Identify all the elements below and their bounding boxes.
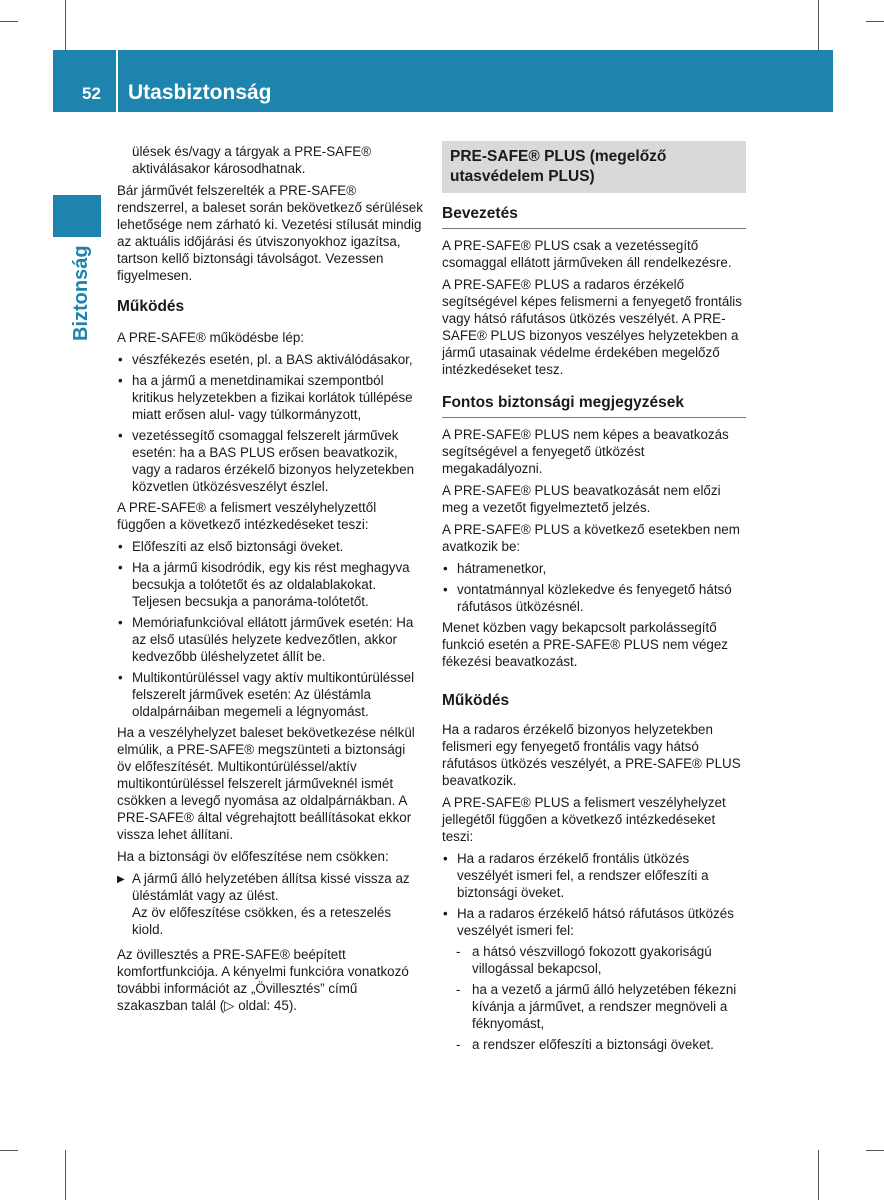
action-text: ▶ A jármű álló helyzetében állítsa kissé vissza az üléstámlát vagy az ülést.: [132, 871, 410, 903]
list-item: • Előfeszíti az első biztonsági öveket.: [117, 538, 423, 555]
warning-continuation: ülések és/vagy a tárgyak a PRE-SAFE® aktiválásakor károsodhatnak.: [132, 144, 372, 176]
list-item: • ha a jármű a menetdinamikai szempontból kritikus helyzetekben a fizikai korlátok túllépése miatt erősen alul- vagy túlkormányzott,: [117, 372, 423, 423]
crop-mark: [866, 1150, 884, 1151]
paragraph: A PRE-SAFE® PLUS a következő esetekben nem avatkozik be:: [442, 522, 740, 554]
action-step: [117, 870, 423, 938]
list-item: • vészfékezés esetén, pl. a BAS aktiválódásakor,: [117, 351, 423, 368]
list-item: • Ha a radaros érzékelő hátsó ráfutásos ütközés veszélyét ismeri fel:: [442, 905, 746, 939]
paragraph: Ha a biztonsági öv előfeszítése nem csökken:: [117, 849, 389, 864]
paragraph: A PRE-SAFE® PLUS csak a vezetéssegítő csomaggal ellátott járműveken áll rendelkezésre.: [442, 238, 732, 270]
paragraph: A PRE-SAFE® PLUS nem képes a beavatkozás segítségével a fenyegető ütközést megakadályozni.: [442, 427, 729, 476]
crop-mark: [818, 0, 819, 50]
list-item: • vezetéssegítő csomaggal felszerelt járművek esetén: ha a BAS PLUS erősen beavatkozik, vagy a radaros érzékelő bizonyos helyzetekben közvetlen ütközésveszélyt észlel.: [117, 427, 423, 495]
crop-mark: [65, 1150, 66, 1200]
right-column: [442, 141, 746, 1057]
list-item: • Memóriafunkcióval ellátott járművek esetén: Ha az első utasülés helyzete kedvezőtlen, akkor kedvezőbb üléshelyzetet állít be.: [117, 614, 423, 665]
paragraph: A PRE-SAFE® működésbe lép:: [117, 330, 305, 345]
section-heading-mukodes-right: Működés: [442, 692, 510, 709]
side-tab-label: Biztonság: [70, 245, 92, 341]
paragraph: Az övillesztés a PRE-SAFE® beépített komfortfunkciója. A kényelmi funkcióra vonatkozó további információt az „Övillesztés” című szakaszban talál (▷ oldal: 45).: [117, 947, 409, 1013]
section-heading-mukodes: Működés: [117, 298, 185, 315]
crop-mark: [866, 21, 884, 22]
paragraph: Ha a veszélyhelyzet baleset bekövetkezése nélkül elmúlik, a PRE-SAFE® megszünteti a biztonsági öv előfeszítését. Multikontúrüléssel/aktív multikontúrüléssel felszerelt járműveknél ismét csökken a levegő nyomása az oldalpárnákban. A PRE-SAFE® által végrehajtott beállításokat ekkor vissza lehet állítani.: [117, 725, 415, 842]
section-heading-biztonsagi: Fontos biztonsági megjegyzések: [442, 394, 746, 418]
paragraph: A PRE-SAFE® PLUS a radaros érzékelő segítségével képes felismerni a fenyegető frontális vagy hátsó ráfutásos ütközés veszélyét. A PRE-SAFE® PLUS bizonyos veszélyes helyzetekben a jármű utasainak védelme érdekében megelőző intézkedéseket tesz.: [442, 277, 742, 377]
list-item: • vontatmánnyal közlekedve és fenyegető hátsó ráfutásos ütközésnél.: [442, 581, 746, 615]
warning-text: Bár járművét felszerelték a PRE-SAFE® rendszerrel, a baleset során bekövetkező sérülések lehetősége nem zárható ki. Vezetési stílusát mindig az aktuális időjárási és útviszonyokhoz igazítsa, tartson kellő biztonsági távolságot. Vezessen figyelmesen.: [117, 183, 423, 283]
side-tab-marker: [53, 195, 101, 237]
list-item: • Multikontúrüléssel vagy aktív multikontúrüléssel felszerelt járművek esetén: Az üléstámla oldalpárnáiban megemeli a légnyomást.: [117, 669, 423, 720]
action-result: Az öv előfeszítése csökken, és a reteszelés kiold.: [132, 905, 392, 937]
list-item: • Ha a jármű kisodródik, egy kis rést meghagyva becsukja a tolótetőt és az oldalablakokat. Teljesen becsukja a panoráma-tolótetőt.: [117, 559, 423, 610]
sub-list-item: - a rendszer előfeszíti a biztonsági öveket.: [442, 1036, 746, 1053]
section-heading-bevezetes: Bevezetés: [442, 205, 746, 229]
list-item: • Ha a radaros érzékelő frontális ütközés veszélyét ismeri fel, a rendszer előfeszíti a biztonsági öveket.: [442, 850, 746, 901]
crop-mark: [818, 1150, 819, 1200]
left-column: [117, 143, 423, 1019]
page-title: Utasbiztonság: [128, 81, 272, 104]
paragraph: A PRE-SAFE® PLUS a felismert veszélyhelyzet jellegétől függően a következő intézkedéseket teszi:: [442, 795, 726, 844]
paragraph: Ha a radaros érzékelő bizonyos helyzetekben felismeri egy fenyegető frontális vagy hátsó ráfutásos ütközés veszélyét, a PRE-SAFE® PLUS beavatkozik.: [442, 722, 741, 788]
crop-mark: [65, 0, 66, 50]
shaded-section-title: PRE-SAFE® PLUS (megelőző utasvédelem PLUS): [442, 141, 746, 193]
list-item: • hátramenetkor,: [442, 560, 746, 577]
paragraph: A PRE-SAFE® PLUS beavatkozását nem előzi meg a vezetőt figyelmeztető jelzés.: [442, 483, 721, 515]
paragraph: A PRE-SAFE® a felismert veszélyhelyzettől függően a következő intézkedéseket teszi:: [117, 500, 377, 532]
paragraph: Menet közben vagy bekapcsolt parkolássegítő funkció esetén a PRE-SAFE® PLUS nem végez fékezési beavatkozást.: [442, 620, 728, 669]
crop-mark: [0, 21, 18, 22]
sub-list-item: - ha a vezető a jármű álló helyzetében fékezni kívánja a járművet, a rendszer megnöveli a féknyomást,: [442, 981, 746, 1032]
sub-list-item: - a hátsó vészvillogó fokozott gyakoriságú villogással bekapcsol,: [442, 943, 746, 977]
header-separator: [116, 50, 118, 112]
page-number: 52: [82, 84, 101, 103]
crop-mark: [0, 1150, 18, 1151]
